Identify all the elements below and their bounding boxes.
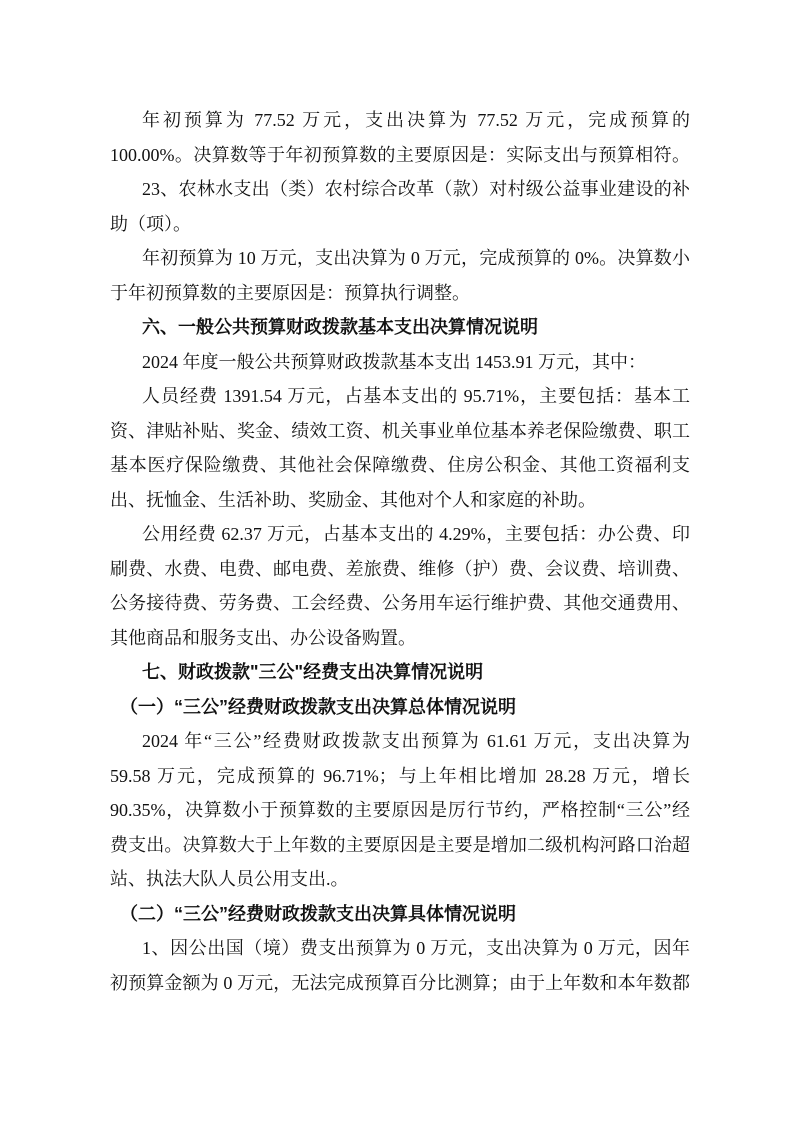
- paragraph-line: 刷费、水费、电费、邮电费、差旅费、维修（护）费、会议费、培训费、: [110, 558, 690, 579]
- paragraph-line: 100.00%。决算数等于年初预算数的主要原因是：实际支出与预算相符。: [110, 144, 690, 165]
- paragraph-line: 其他商品和服务支出、办公设备购置。: [110, 627, 416, 648]
- paragraph-line: 基本医疗保险缴费、其他社会保障缴费、住房公积金、其他工资福利支: [110, 455, 690, 476]
- subsection-heading-two: （二）“三公”经费财政拨款支出决算具体情况说明: [120, 903, 516, 924]
- paragraph-line: 90.35%，决算数小于预算数的主要原因是厉行节约，严格控制“三公”经: [110, 800, 690, 821]
- paragraph-line: 公用经费 62.37 万元，占基本支出的 4.29%，主要包括：办公费、印: [142, 524, 690, 545]
- paragraph-line: 站、执法大队人员公用支出.。: [110, 869, 349, 890]
- paragraph-line: 2024 年“三公”经费财政拨款支出预算为 61.61 万元，支出决算为: [142, 731, 690, 752]
- paragraph-line: 出、抚恤金、生活补助、奖励金、其他对个人和家庭的补助。: [110, 489, 596, 510]
- paragraph-line: 公务接待费、劳务费、工会经费、公务用车运行维护费、其他交通费用、: [110, 593, 690, 614]
- paragraph-line: 年初预算为 10 万元，支出决算为 0 万元，完成预算的 0%。决算数小: [142, 248, 690, 269]
- paragraph-line: 年初预算为 77.52 万元，支出决算为 77.52 万元，完成预算的: [142, 110, 690, 130]
- paragraph-line: 人员经费 1391.54 万元，占基本支出的 95.71%，主要包括：基本工: [142, 386, 690, 407]
- document-body: [110, 103, 690, 1000]
- section-heading-six: 六、一般公共预算财政拨款基本支出决算情况说明: [142, 317, 538, 338]
- section-heading-seven: 七、财政拨款"三公"经费支出决算情况说明: [142, 662, 484, 683]
- paragraph-line: 费支出。决算数大于上年数的主要原因是主要是增加二级机构河路口治超: [110, 834, 690, 855]
- paragraph-line: 助（项）。: [110, 213, 191, 234]
- paragraph-line: 资、津贴补贴、奖金、绩效工资、机关事业单位基本养老保险缴费、职工: [110, 420, 690, 441]
- paragraph-line: 于年初预算数的主要原因是：预算执行调整。: [110, 282, 470, 303]
- paragraph-line: 1、因公出国（境）费支出预算为 0 万元，支出决算为 0 万元，因年: [142, 938, 690, 959]
- subsection-heading-one: （一）“三公”经费财政拨款支出决算总体情况说明: [120, 696, 516, 717]
- paragraph-line: 59.58 万元，完成预算的 96.71%；与上年相比增加 28.28 万元，增长: [110, 765, 690, 786]
- paragraph-line: 2024 年度一般公共预算财政拨款基本支出 1453.91 万元，其中：: [142, 351, 646, 372]
- paragraph-line: 初预算金额为 0 万元，无法完成预算百分比测算；由于上年数和本年数都: [110, 972, 690, 993]
- paragraph-line: 23、农林水支出（类）农村综合改革（款）对村级公益事业建设的补: [142, 179, 690, 200]
